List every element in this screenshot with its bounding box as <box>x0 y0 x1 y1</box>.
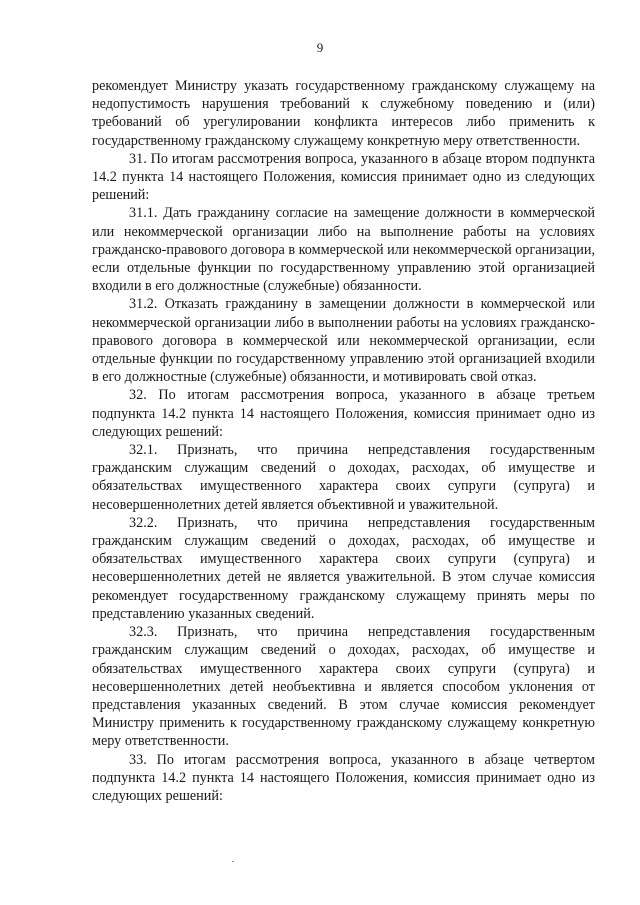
paragraph-31-1: 31.1. Дать гражданину согласие на замещение должности в коммерческой или некоммерческой организации либо на выполнение работы на условиях гражданско-правового договора в коммерческой или некоммерческой организации, если отдельные функции по государственному управлению этой организацией входили в его должностные (служебные) обязанности. <box>92 205 596 295</box>
paragraph-continuation: рекомендует Министру указать государственному гражданскому служащему на недопустимость нарушения требований к служебному поведению и (или) требований об урегулировании конфликта интересов либо применить к государственному гражданскому служащему конкретную меру ответственности. <box>92 78 595 149</box>
paragraph-31-2: 31.2. Отказать гражданину в замещении должности в коммерческой или некоммерческой организации либо в выполнении работы на условиях гражданско-правового договора в коммерческой или некоммерческой организации, если отдельные функции по государственному управлению этой организацией входили в его должностные (служебные) обязанности, и мотивировать свой отказ. <box>92 296 595 386</box>
page-number: 9 <box>316 40 324 55</box>
paragraph-32: 32. По итогам рассмотрения вопроса, указанного в абзаце третьем подпункта 14.2 пункта 14 настоящего Положения, комиссия принимает одно из следующих решений: <box>92 387 595 440</box>
paragraph-31: 31. По итогам рассмотрения вопроса, указанного в абзаце втором подпункта 14.2 пункта 14 настоящего Положения, комиссия принимает одно из следующих решений: <box>92 150 595 204</box>
document-body <box>92 77 595 805</box>
paragraph-33: 33. По итогам рассмотрения вопроса, указанного в абзаце четвертом подпункта 14.2 пункта 14 настоящего Положения, комиссия принимает одно из следующих решений: <box>92 751 595 804</box>
paragraph-32-2: 32.2. Признать, что причина непредставления государственным гражданским служащим сведений о доходах, расходах, об имуществе и обязательствах имущественного характера своих супруги (супруга) и несовершеннолетних детей не является уважительной. В этом случае комиссия рекомендует государственному гражданскому служащему принять меры по представлению указанных сведений. <box>92 514 595 622</box>
paragraph-32-1: 32.1. Признать, что причина непредставления государственным гражданским служащим сведений о доходах, расходах, об имуществе и обязательствах имущественного характера своих супруги (супруга) и несовершеннолетних детей является объективной и уважительной. <box>92 442 595 513</box>
scan-speck <box>232 861 234 862</box>
paragraph-32-3: 32.3. Признать, что причина непредставления государственным гражданским служащим сведений о доходах, расходах, об имуществе и обязательствах имущественного характера своих супруги (супруга) и несовершеннолетних детей необъективна и является способом уклонения от представления указанных сведений. В этом случае комиссия рекомендует Министру применить к государственному гражданскому служащему конкретную меру ответственности. <box>92 624 595 750</box>
